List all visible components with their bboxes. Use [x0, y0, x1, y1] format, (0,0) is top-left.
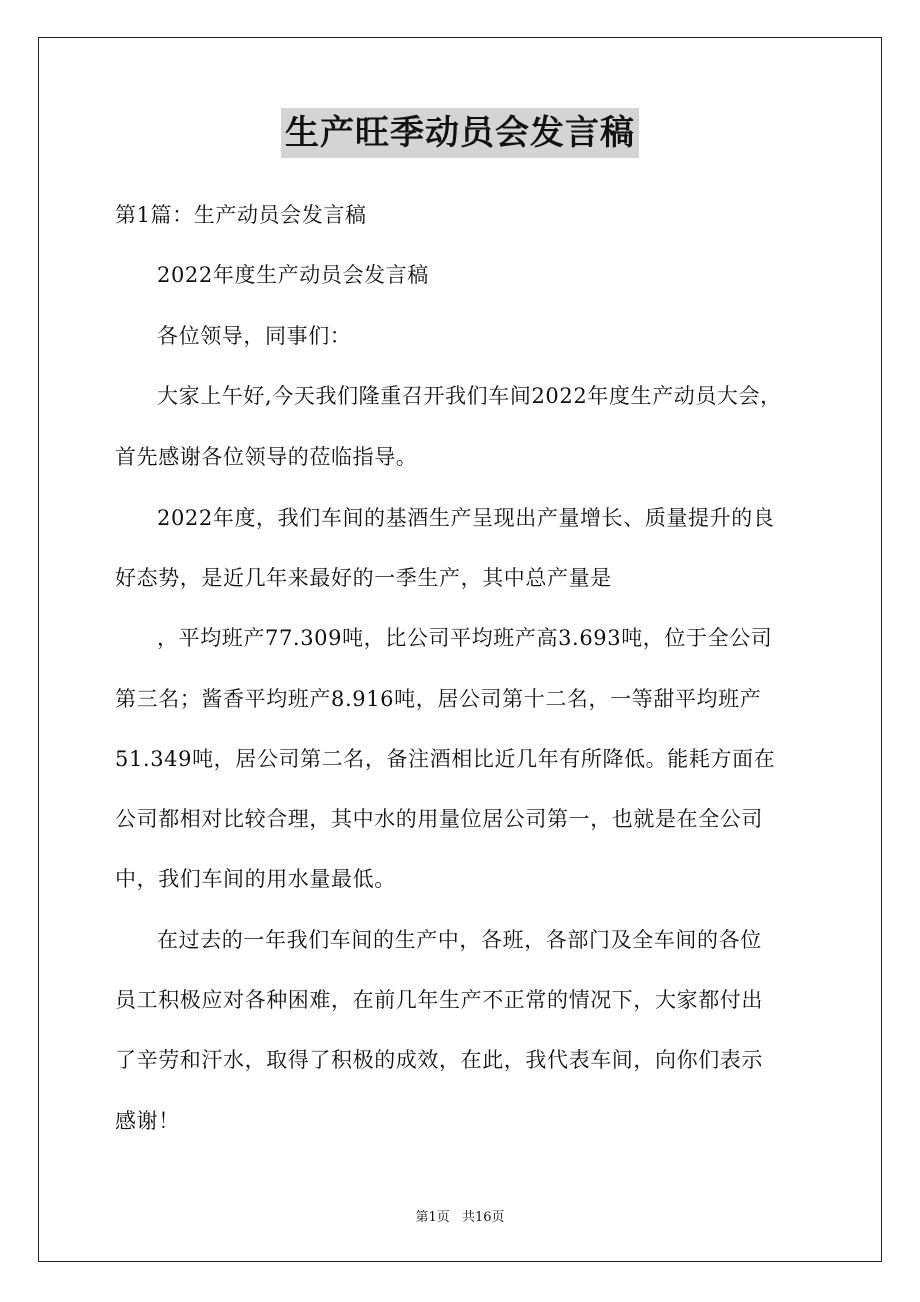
paragraph-line: 了辛劳和汗水，取得了积极的成效，在此，我代表车间，向你们表示 — [115, 1048, 763, 1072]
paragraph-line: 员工积极应对各种困难，在前几年生产不正常的情况下，大家都付出 — [115, 988, 763, 1012]
paragraph-line: 公司都相对比较合理，其中水的用量位居公司第一，也就是在全公司 — [115, 807, 763, 831]
section-heading: 第1篇：生产动员会发言稿 — [115, 203, 367, 227]
paragraph-line: 2022年度，我们车间的基酒生产呈现出产量增长、质量提升的良 — [157, 506, 775, 530]
paragraph-line: 好态势，是近几年来最好的一季生产，其中总产量是 — [115, 566, 612, 590]
paragraph-line: 第三名；酱香平均班产8.916吨，居公司第十二名，一等甜平均班产 — [115, 687, 762, 711]
paragraph-line: 各位领导，同事们： — [157, 324, 352, 348]
paragraph-line: 在过去的一年我们车间的生产中，各班，各部门及全车间的各位 — [157, 928, 762, 952]
total-pages: 共16页 — [461, 1210, 505, 1225]
paragraph-line: 大家上午好,今天我们隆重召开我们车间2022年度生产动员大会， — [157, 384, 782, 408]
document-title: 生产旺季动员会发言稿 — [281, 108, 639, 158]
paragraph-line: 中，我们车间的用水量最低。 — [115, 867, 396, 891]
page-footer — [0, 1206, 920, 1225]
paragraph-line: 51.349吨，居公司第二名，备注酒相比近几年有所降低。能耗方面在 — [115, 747, 776, 771]
title-container — [0, 108, 920, 158]
paragraph-line: 2022年度生产动员会发言稿 — [157, 263, 429, 287]
page-number: 第1页 — [415, 1210, 450, 1225]
paragraph-line: ，平均班产77.309吨，比公司平均班产高3.693吨，位于全公司 — [157, 626, 773, 650]
paragraph-line: 感谢！ — [115, 1109, 180, 1133]
paragraph-line: 首先感谢各位领导的莅临指导。 — [115, 445, 418, 469]
